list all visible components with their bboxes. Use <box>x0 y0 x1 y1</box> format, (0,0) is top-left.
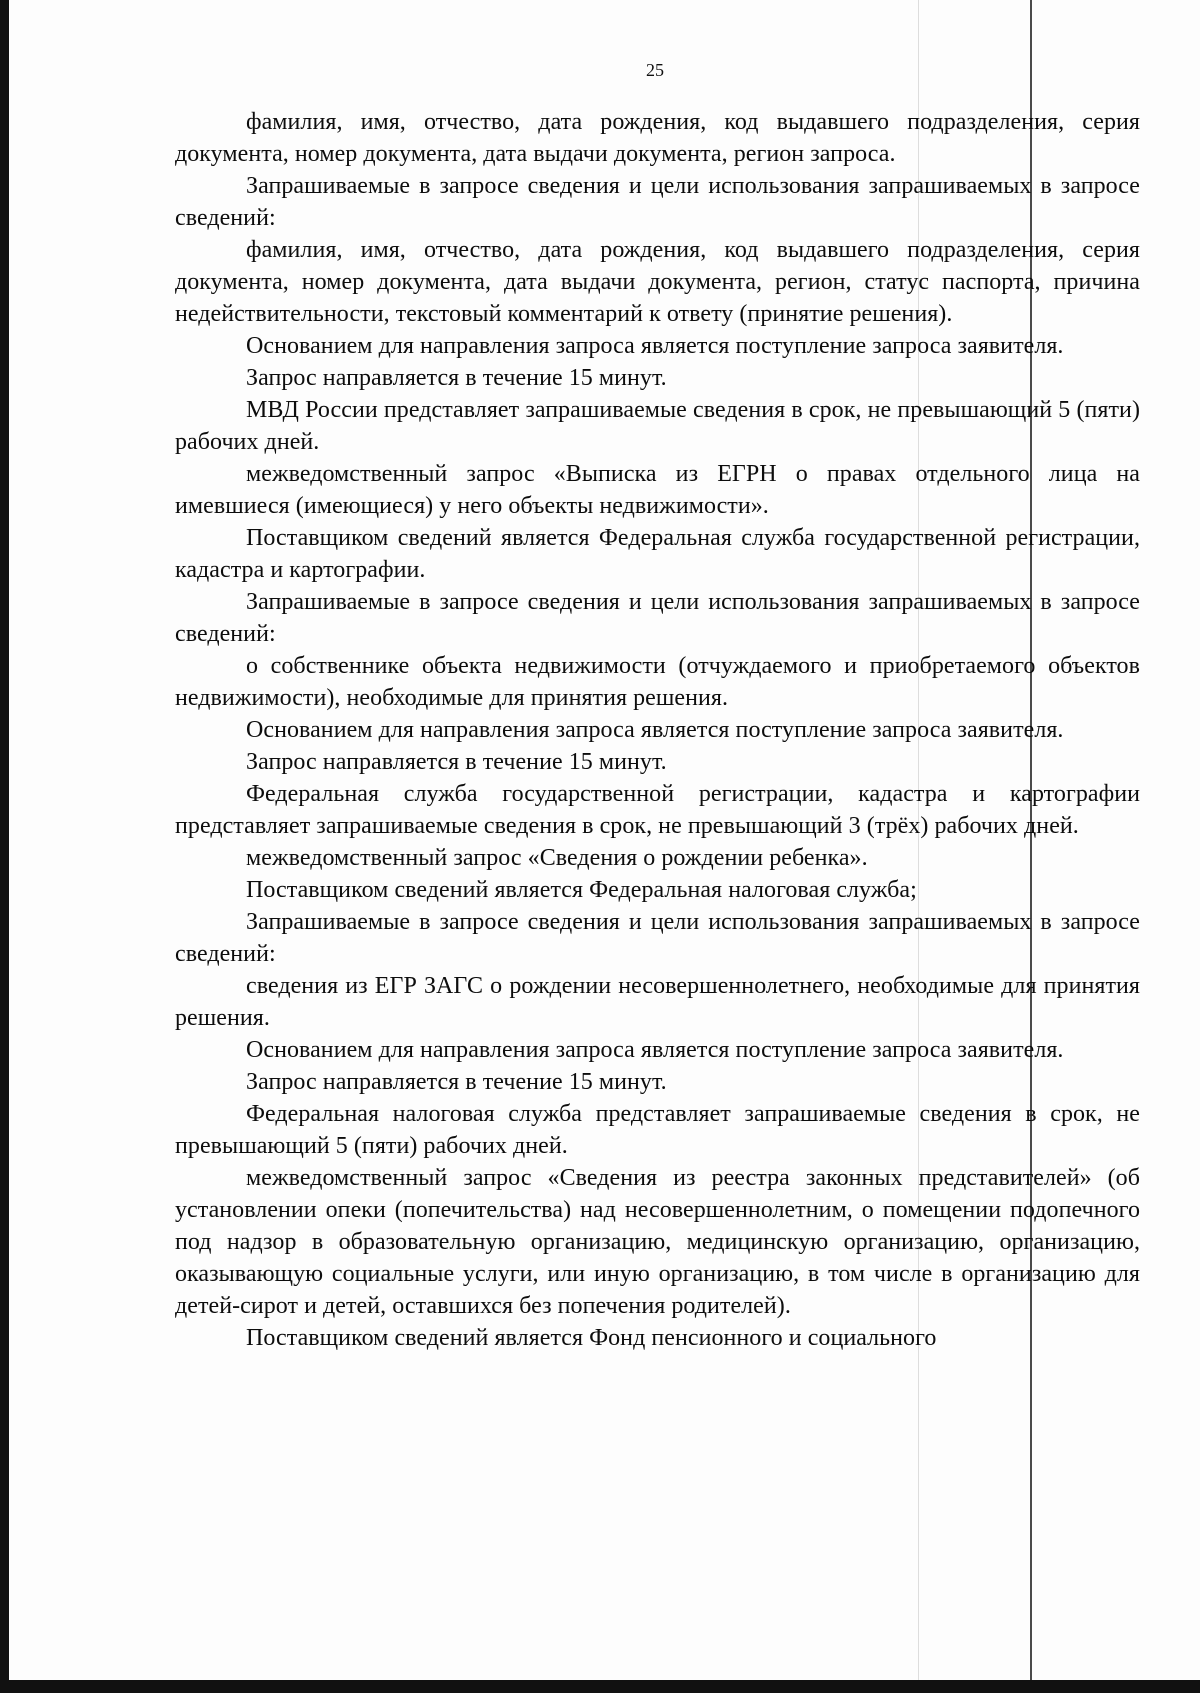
paragraph: Запрашиваемые в запросе сведения и цели использования запрашиваемых в запросе сведений: <box>175 909 1140 967</box>
page-number: 25 <box>646 60 664 80</box>
paragraph: фамилия, имя, отчество, дата рождения, код выдавшего подразделения, серия документа, номер документа, дата выдачи документа, регион запроса. <box>175 109 1140 167</box>
paragraph: Поставщиком сведений является Федеральная служба государственной регистрации, кадастра и картографии. <box>175 525 1140 583</box>
paragraph: межведомственный запрос «Сведения о рождении ребенка». <box>246 845 868 871</box>
paragraph: Запрашиваемые в запросе сведения и цели использования запрашиваемых в запросе сведений: <box>175 589 1140 647</box>
scan-left-edge <box>0 0 9 1693</box>
paragraph: фамилия, имя, отчество, дата рождения, код выдавшего подразделения, серия документа, номер документа, дата выдачи документа, регион, статус паспорта, причина недействительности, текстовый комментарий к ответу (принятие решения). <box>175 237 1140 327</box>
body-text <box>175 106 1140 1354</box>
paragraph: Запрос направляется в течение 15 минут. <box>246 749 667 775</box>
paragraph: Федеральная налоговая служба представляет запрашиваемые сведения в срок, не превышающий 5 (пяти) рабочих дней. <box>175 1101 1140 1159</box>
paragraph: Основанием для направления запроса является поступление запроса заявителя. <box>246 1037 1064 1063</box>
paragraph: межведомственный запрос «Выписка из ЕГРН о правах отдельного лица на имевшиеся (имеющиеся) у него объекты недвижимости». <box>175 461 1140 519</box>
paragraph: межведомственный запрос «Сведения из реестра законных представителей» (об установлении опеки (попечительства) над несовершеннолетним, о помещении подопечного под надзор в образовательную организацию, медицинскую организацию, организацию, оказывающую социальные услуги, или иную организацию, в том числе в организацию для детей-сирот и детей, оставшихся без попечения родителей). <box>175 1165 1140 1319</box>
paragraph: Запрос направляется в течение 15 минут. <box>246 365 667 391</box>
scan-bottom-edge <box>0 1680 1200 1693</box>
paragraph: МВД России представляет запрашиваемые сведения в срок, не превышающий 5 (пяти) рабочих дней. <box>175 397 1140 455</box>
paragraph: сведения из ЕГР ЗАГС о рождении несовершеннолетнего, необходимые для принятия решения. <box>175 973 1140 1031</box>
paragraph: Поставщиком сведений является Федеральная налоговая служба; <box>246 877 917 903</box>
paragraph: Запрос направляется в течение 15 минут. <box>246 1069 667 1095</box>
paragraph: Запрашиваемые в запросе сведения и цели использования запрашиваемых в запросе сведений: <box>175 173 1140 231</box>
paragraph: Федеральная служба государственной регистрации, кадастра и картографии представляет запрашиваемые сведения в срок, не превышающий 3 (трёх) рабочих дней. <box>175 781 1140 839</box>
paragraph: Основанием для направления запроса является поступление запроса заявителя. <box>246 333 1064 359</box>
paragraph: Поставщиком сведений является Фонд пенсионного и социального <box>246 1325 937 1351</box>
paragraph: Основанием для направления запроса является поступление запроса заявителя. <box>246 717 1064 743</box>
paragraph: о собственнике объекта недвижимости (отчуждаемого и приобретаемого объектов недвижимости), необходимые для принятия решения. <box>175 653 1140 711</box>
